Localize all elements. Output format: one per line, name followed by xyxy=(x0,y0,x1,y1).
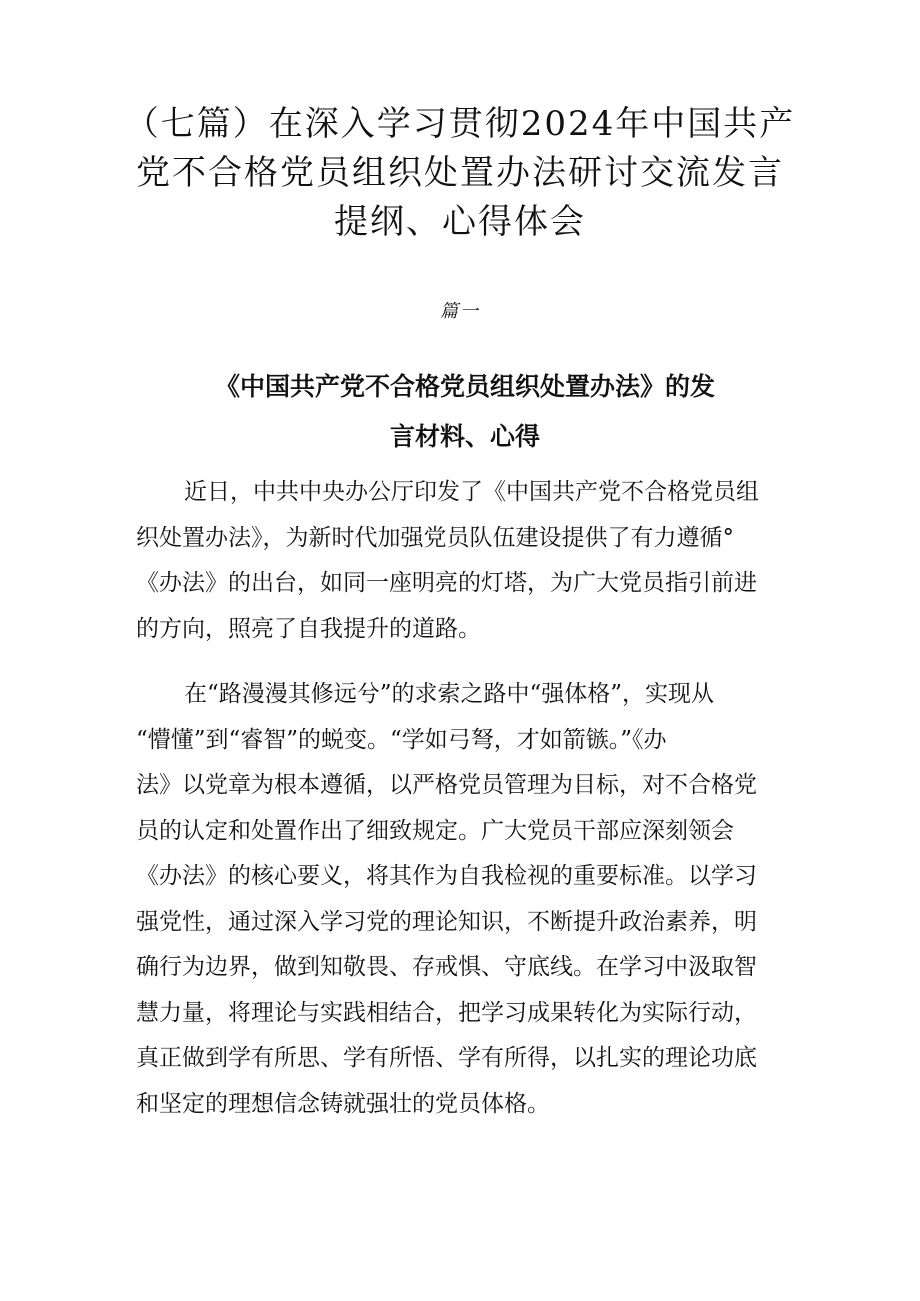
paragraph-line: 《办法》的出台，如同一座明亮的灯塔，为广大党员指引前进 xyxy=(136,570,757,596)
document-title-line: 党不合格党员组织处置办法研讨交流发言 xyxy=(136,153,784,193)
body-paragraph xyxy=(136,470,796,652)
paragraph-line: 和坚定的理想信念铸就强壮的党员体格。 xyxy=(136,1090,550,1117)
paragraph-line: 在“路漫漫其修远兮”的求索之路中“强体格”，实现从 xyxy=(184,681,715,707)
article-title xyxy=(140,362,790,462)
paragraph-line: “懵懂”到“睿智”的蜕变。“学如弓弩，才如箭镞。”《办 xyxy=(136,726,667,753)
document-title xyxy=(110,100,810,247)
paragraph-line: 《办法》的核心要义，将其作为自我检视的重要标准。以学习 xyxy=(136,863,757,889)
document-title-line: 提纲、心得体会 xyxy=(334,202,586,242)
paragraph-line: 织处置办法》，为新时代加强党员队伍建设提供了有力遵循° xyxy=(136,524,734,551)
paragraph-line: 法》以党章为根本遵循，以严格党员管理为目标，对不合格党 xyxy=(136,772,757,798)
article-title-line: 言材料、心得 xyxy=(389,422,540,451)
paragraph-line: 近日，中共中央办公厅印发了《中国共产党不合格党员组 xyxy=(184,479,759,505)
document-title-line: （七篇）在深入学习贯彻2024年中国共产 xyxy=(124,104,796,144)
article-body xyxy=(136,470,796,1147)
paragraph-line: 的方向，照亮了自我提升的道路。 xyxy=(136,615,481,642)
article-title-line: 《中国共产党不合格党员组织处置办法》的发 xyxy=(214,372,715,401)
paragraph-line: 确行为边界，做到知敬畏、存戒惧、守底线。在学习中汲取智 xyxy=(136,954,757,980)
paragraph-line: 慧力量，将理论与实践相结合，把学习成果转化为实际行动， xyxy=(136,999,757,1026)
paragraph-line: 真正做到学有所思、学有所悟、学有所得，以扎实的理论功底 xyxy=(136,1045,757,1071)
body-paragraph xyxy=(136,672,796,1127)
paragraph-line: 员的认定和处置作出了细致规定。广大党员干部应深刻领会 xyxy=(136,817,734,844)
paragraph-line: 强党性，通过深入学习党的理论知识，不断提升政治素养，明 xyxy=(136,908,757,935)
section-label: 篇一 xyxy=(440,301,480,322)
